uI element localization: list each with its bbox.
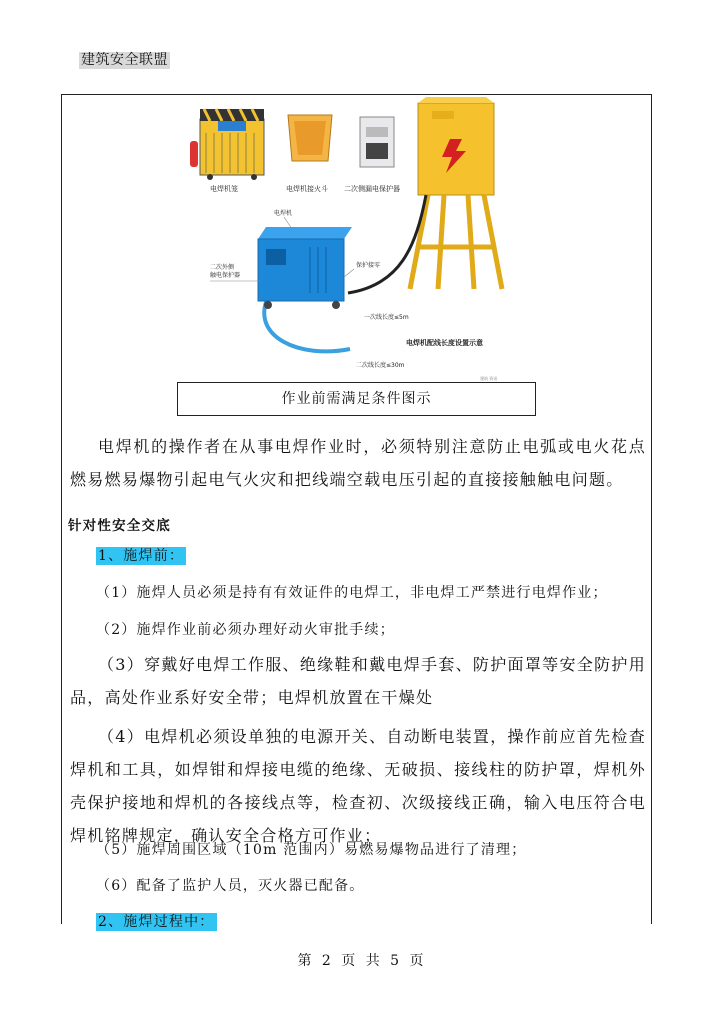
source-mark: 建筑 资讯 bbox=[480, 376, 498, 381]
hopper-label: 电焊机接火斗 bbox=[286, 185, 328, 193]
page-footer: 第 2 页 共 5 页 bbox=[297, 953, 427, 969]
distribution-cabinet-icon bbox=[410, 97, 502, 289]
secondary-protector-label-1: 二次外侧 bbox=[210, 264, 235, 271]
section-title: 针对性安全交底 bbox=[68, 518, 171, 534]
welder-label: 电焊机 bbox=[274, 210, 293, 217]
item-5: （5）施焊周围区域（10m 范围内）易燃易爆物品进行了清理； bbox=[96, 842, 527, 858]
subsection-2-text: 2、施焊过程中： bbox=[98, 914, 215, 930]
secondary-protector-label-2: 触电保护器 bbox=[210, 272, 241, 279]
subsection-1-text: 1、施焊前： bbox=[98, 548, 185, 564]
leakage-protector-icon bbox=[360, 117, 394, 167]
item-2: （2）施焊作业前必须办理好动火审批手续； bbox=[96, 622, 395, 638]
item-1: （1）施焊人员必须是持有有效证件的电焊工，非电焊工严禁进行电焊作业； bbox=[96, 585, 608, 601]
diagram-title-label: 电焊机配线长度设置示意 bbox=[406, 339, 483, 347]
protection-ground-label: 保护接零 bbox=[356, 262, 381, 269]
subsection-heading-1 bbox=[96, 545, 186, 565]
figure-caption: 作业前需满足条件图示 bbox=[177, 382, 536, 416]
secondary-length-label: 二次线长度≤30m bbox=[356, 362, 405, 369]
figure-illustration bbox=[180, 97, 534, 383]
item-6: （6）配备了监护人员，灭火器已配备。 bbox=[96, 878, 365, 894]
subsection-heading-2 bbox=[96, 911, 217, 931]
protector-label: 二次侧漏电保护器 bbox=[344, 185, 400, 193]
cage-label: 电焊机笼 bbox=[210, 185, 238, 193]
content-frame bbox=[61, 94, 652, 930]
item-4: （4）电焊机必须设单独的电源开关、自动断电装置，操作前应首先检查焊机和工具，如焊钳和焊接电缆的绝缘、无破损、接线柱的防护罩，焊机外壳保护接地和焊机的各接线点等，检查初、次级接线正确，输入电压符合电焊机铭牌规定，确认安全合格方可作业； bbox=[70, 727, 646, 845]
fire-hopper-icon bbox=[288, 115, 332, 161]
welding-setup-illustration bbox=[180, 97, 534, 383]
item-3: （3）穿戴好电焊工作服、绝缘鞋和戴电焊手套、防护面罩等安全防护用品，高处作业系好安全带；电焊机放置在干燥处 bbox=[70, 655, 646, 707]
primary-length-label: 一次线长度≤5m bbox=[364, 314, 409, 321]
header-label: 建筑安全联盟 bbox=[81, 52, 168, 68]
welding-machine-icon bbox=[258, 227, 352, 309]
welding-cage-icon bbox=[190, 109, 264, 180]
intro-paragraph: 电焊机的操作者在从事电焊作业时，必须特别注意防止电弧或电火花点燃易燃易爆物引起电气火灾和把线端空载电压引起的直接接触触电问题。 bbox=[70, 437, 646, 489]
